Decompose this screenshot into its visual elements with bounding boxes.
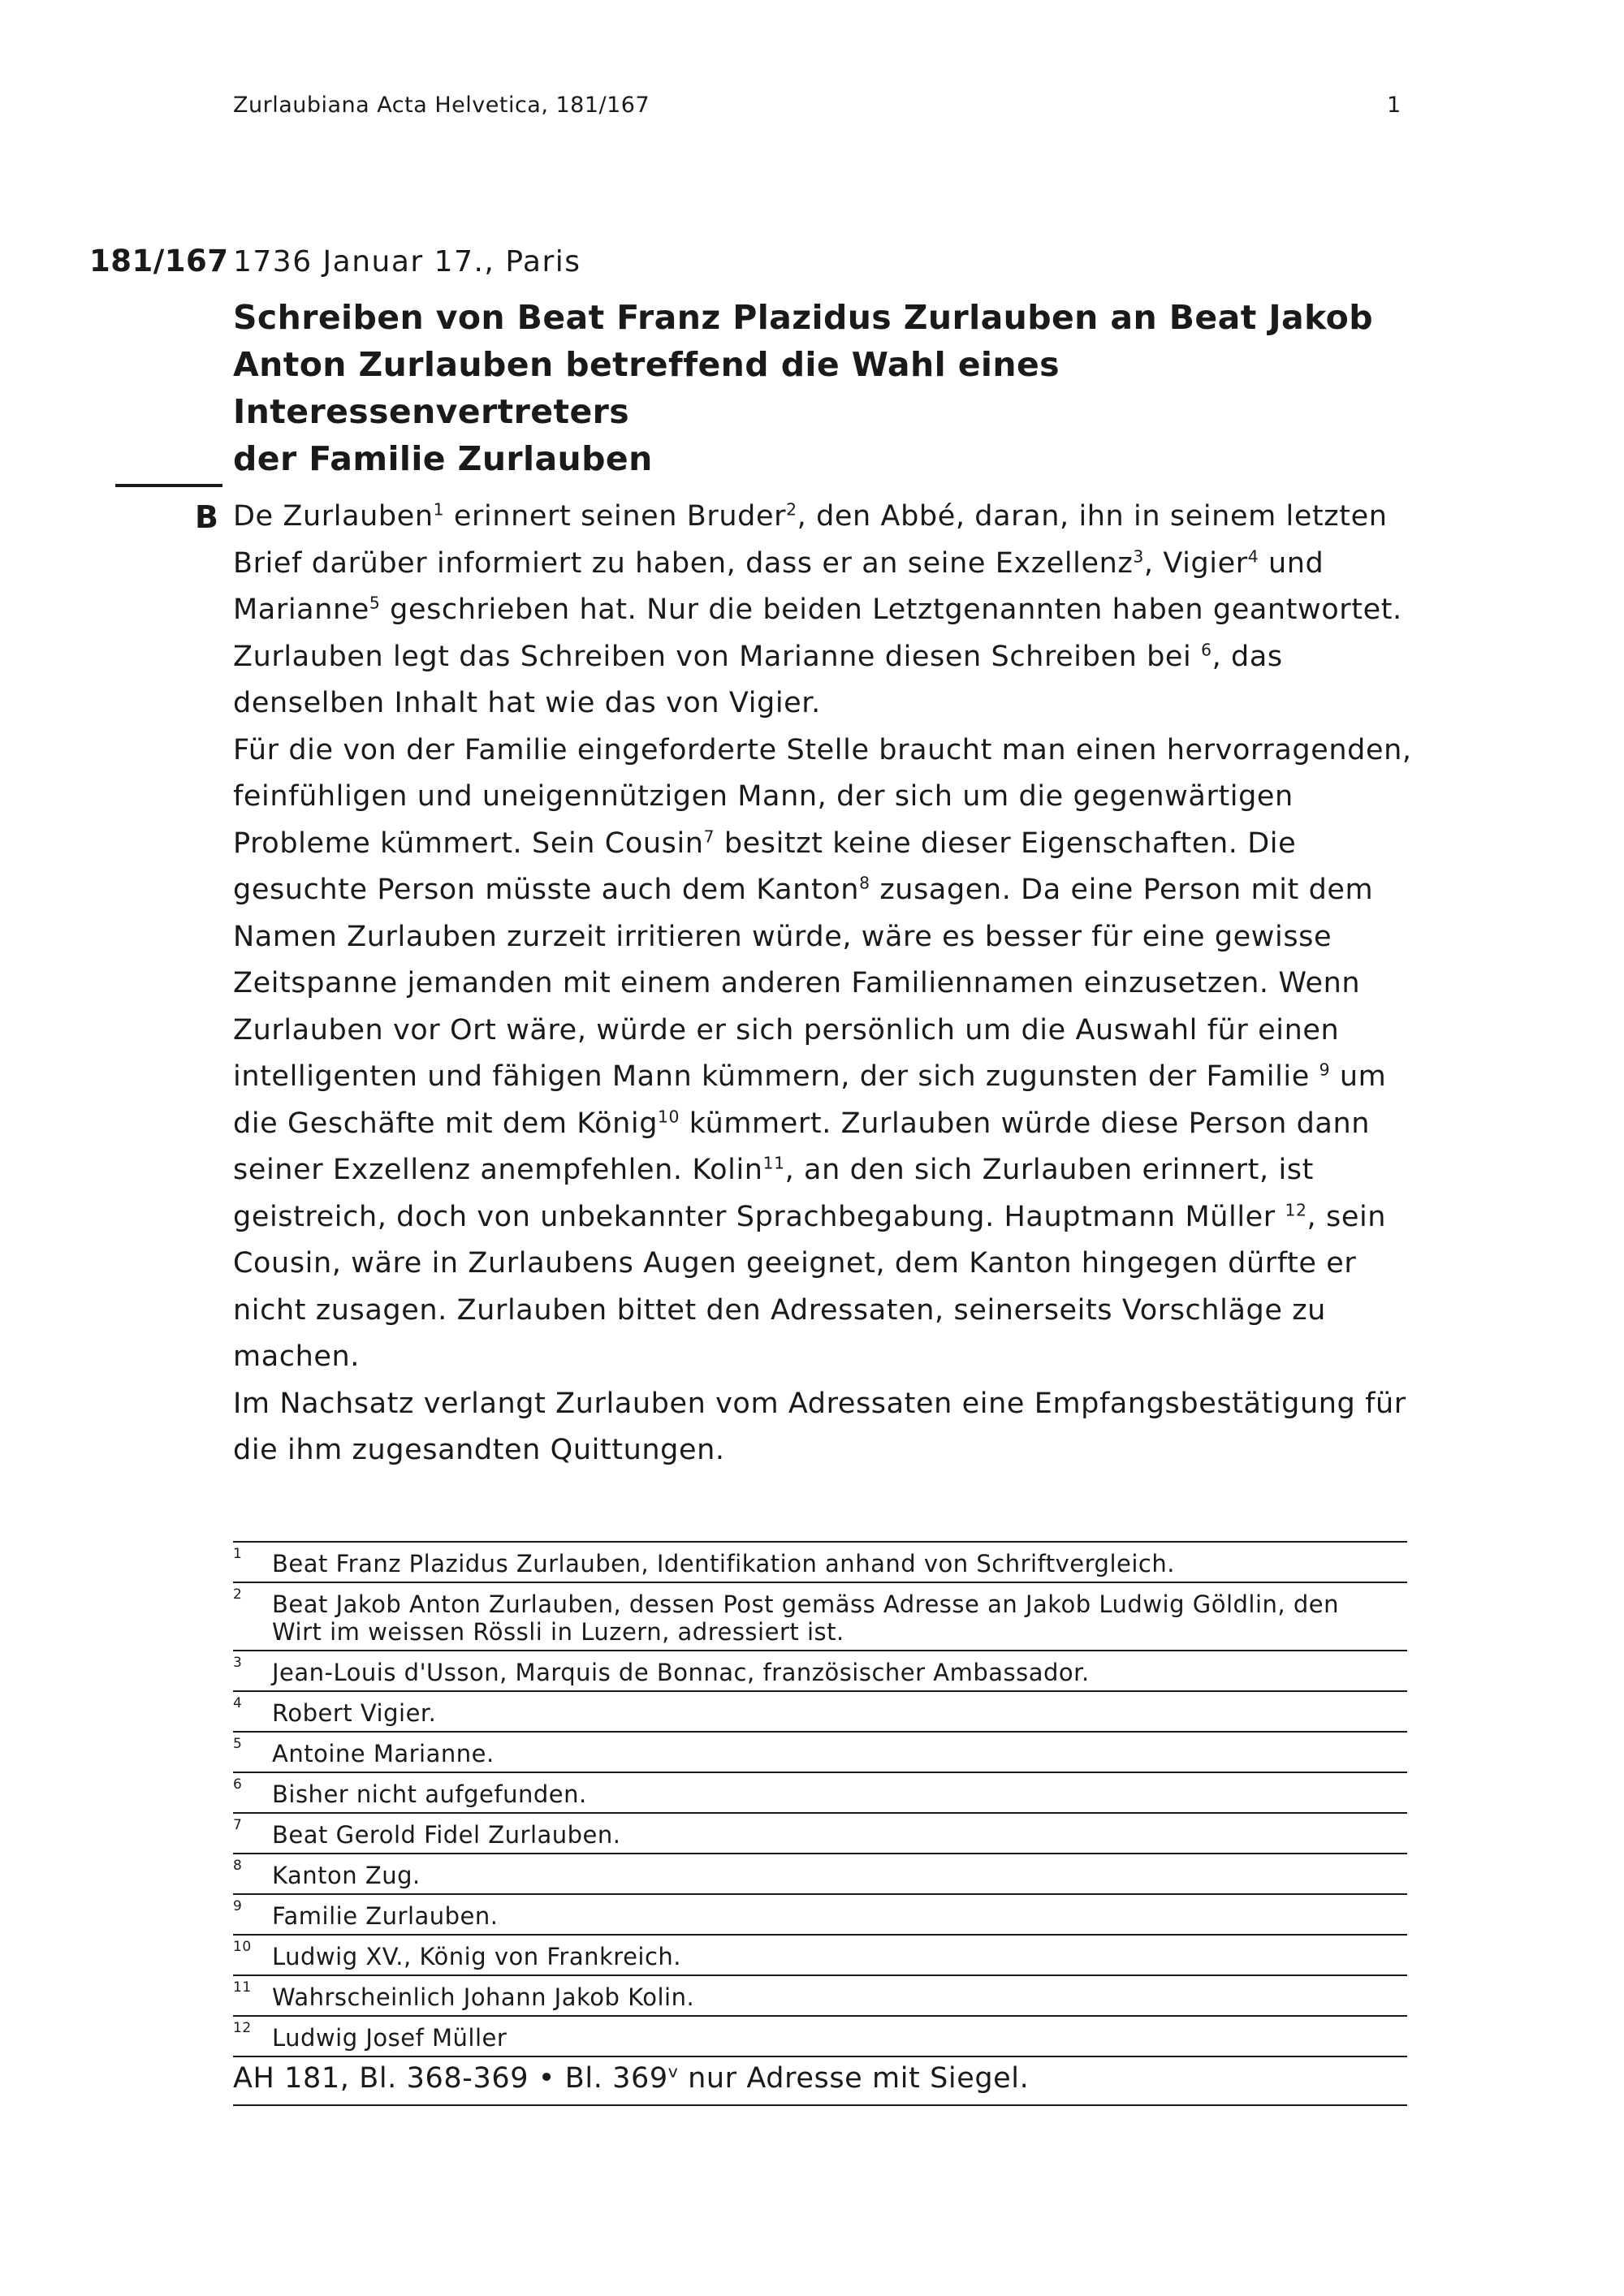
source-reference — [233, 2059, 1407, 2106]
summary-line — [233, 914, 1410, 961]
summary-text-segment: Brief darüber informiert zu haben, dass er an seine Exzellenz — [233, 546, 1134, 580]
footnote-ref: 2 — [786, 499, 797, 520]
summary-line — [233, 541, 1410, 588]
footnote-number: 9 — [233, 1898, 243, 1914]
summary-text-segment: Im Nachsatz verlangt Zurlauben vom Adressaten eine Empfangsbestätigung für — [233, 1387, 1406, 1420]
footnote — [233, 1773, 1407, 1814]
summary-text-segment: machen. — [233, 1340, 361, 1373]
footnote-text: Beat Jakob Anton Zurlauben, dessen Post gemäss Adresse an Jakob Ludwig Göldlin, den — [272, 1590, 1339, 1618]
summary-text-segment: , Vigier — [1143, 546, 1248, 580]
summary-text-segment: geistreich, doch von unbekannter Sprachbegabung. Hauptmann Müller — [233, 1200, 1285, 1233]
footnote-ref: 4 — [1247, 546, 1259, 566]
footnote-number: 7 — [233, 1817, 243, 1833]
source-text-end: nur Adresse mit Siegel. — [678, 2062, 1030, 2095]
source-text: AH 181, Bl. 368-369 • Bl. 369 — [233, 2062, 668, 2095]
summary-text-segment: die ihm zugesandten Quittungen. — [233, 1434, 725, 1466]
summary-text-segment: Namen Zurlauben zurzeit irritieren würde, wäre es besser für eine gewisse — [233, 920, 1332, 953]
footnote-text: Kanton Zug. — [272, 1862, 421, 1889]
footnote-number: 4 — [233, 1695, 243, 1711]
summary-text-segment: erinnert seinen Bruder — [444, 500, 787, 533]
text-marker: B — [195, 499, 218, 535]
footnote-number: 12 — [233, 2020, 252, 2036]
summary-text-segment: kümmert. Zurlauben würde diese Person dann — [680, 1107, 1371, 1140]
title-line: Schreiben von Beat Franz Plazidus Zurlauben an Beat Jakob — [233, 298, 1373, 337]
summary-line — [233, 727, 1410, 775]
summary-line — [233, 680, 1410, 727]
footnote — [233, 1936, 1407, 1976]
title-line: Anton Zurlauben betreffend die Wahl eines Interessenvertreters — [233, 345, 1060, 431]
footnote — [233, 1583, 1407, 1651]
summary-text-segment: Für die von der Familie eingeforderte Stelle braucht man einen hervorragenden, — [233, 733, 1412, 766]
footnote-text: Beat Gerold Fidel Zurlauben. — [272, 1821, 621, 1849]
summary-text-segment: De Zurlauben — [233, 500, 434, 533]
footnote — [233, 2017, 1407, 2057]
summary-line — [233, 1147, 1410, 1194]
footnote — [233, 1854, 1407, 1895]
summary-line — [233, 774, 1410, 821]
summary-text-segment: , den Abbé, daran, ihn in seinem letzten — [797, 500, 1388, 533]
summary-line — [233, 587, 1410, 634]
footnote-number: 2 — [233, 1586, 243, 1603]
summary-text-segment: Marianne — [233, 593, 369, 626]
summary-text-segment: zusagen. Da eine Person mit dem — [870, 874, 1374, 906]
footnote-ref: 5 — [369, 593, 381, 613]
summary-text-segment: gesuchte Person müsste auch dem Kanton — [233, 874, 860, 906]
footnote-number: 1 — [233, 1546, 243, 1562]
footnote-ref: 7 — [703, 826, 715, 846]
footnote-text: Bisher nicht aufgefunden. — [272, 1780, 587, 1808]
summary-text-segment: um — [1330, 1060, 1387, 1093]
running-title: Zurlaubiana Acta Helvetica, 181/167 — [233, 93, 650, 118]
summary-text-segment: seiner Exzellenz anempfehlen. Kolin — [233, 1154, 763, 1186]
summary-text-segment: , an den sich Zurlauben erinnert, ist — [784, 1154, 1314, 1186]
footnotes — [233, 1541, 1407, 2057]
summary-text-segment: nicht zusagen. Zurlauben bittet den Adressaten, seinerseits Vorschläge zu — [233, 1293, 1326, 1327]
summary-line — [233, 1334, 1410, 1381]
footnote-ref: 3 — [1133, 546, 1144, 566]
footnote — [233, 1976, 1407, 2017]
footnote-ref: 1 — [433, 499, 445, 520]
summary-line — [233, 821, 1410, 868]
footnote-text: Ludwig XV., König von Frankreich. — [272, 1943, 682, 1970]
document-date-place: 1736 Januar 17., Paris — [233, 245, 581, 278]
footnote — [233, 1733, 1407, 1773]
summary-text — [233, 494, 1410, 1474]
summary-text-segment: die Geschäfte mit dem König — [233, 1107, 659, 1140]
summary-line — [233, 867, 1410, 914]
summary-text-segment: und — [1259, 546, 1324, 580]
summary-text-segment: intelligenten und fähigen Mann kümmern, der sich zugunsten der Familie — [233, 1060, 1320, 1093]
footnote — [233, 1895, 1407, 1936]
footnote — [233, 1651, 1407, 1692]
summary-text-segment: geschrieben hat. Nur die beiden Letztgenannten haben geantwortet. — [380, 593, 1402, 626]
summary-line — [233, 1101, 1410, 1148]
title-line: der Familie Zurlauben — [233, 439, 653, 478]
summary-line — [233, 1288, 1410, 1335]
footnote-number: 11 — [233, 1979, 252, 1996]
footnote-text: Familie Zurlauben. — [272, 1902, 499, 1930]
footnote-number: 3 — [233, 1655, 243, 1671]
summary-line — [233, 1241, 1410, 1288]
footnote-number: 5 — [233, 1736, 243, 1752]
summary-text-segment: , sein — [1307, 1200, 1387, 1233]
summary-line — [233, 1427, 1410, 1474]
summary-text-segment: denselben Inhalt hat wie das von Vigier. — [233, 687, 821, 719]
footnote-text: Beat Franz Plazidus Zurlauben, Identifikation anhand von Schriftvergleich. — [272, 1550, 1175, 1577]
summary-line — [233, 1008, 1410, 1055]
summary-text-segment: , das — [1212, 640, 1283, 673]
summary-line — [233, 960, 1410, 1008]
summary-line — [233, 1054, 1410, 1101]
footnote-text: Ludwig Josef Müller — [272, 2024, 508, 2052]
summary-text-segment: Zurlauben legt das Schreiben von Marianne diesen Schreiben bei — [233, 640, 1202, 673]
footnote-text: Antoine Marianne. — [272, 1740, 495, 1767]
summary-line — [233, 1381, 1410, 1428]
summary-text-segment: Cousin, wäre in Zurlaubens Augen geeignet, dem Kanton hingegen dürfte er — [233, 1247, 1357, 1280]
footnote-text: Robert Vigier. — [272, 1699, 437, 1727]
footnote-number: 8 — [233, 1858, 243, 1874]
margin-rule — [115, 484, 222, 487]
summary-text-segment: Probleme kümmert. Sein Cousin — [233, 826, 704, 860]
footnote-ref: 8 — [859, 873, 870, 893]
page-number: 1 — [1387, 93, 1402, 118]
footnote — [233, 1543, 1407, 1583]
summary-text-segment: Zurlauben vor Ort wäre, würde er sich persönlich um die Auswahl für einen — [233, 1013, 1340, 1047]
summary-line — [233, 634, 1410, 681]
document-id: 181/167 — [89, 244, 229, 278]
footnote-ref: 12 — [1285, 1199, 1307, 1219]
summary-line — [233, 494, 1410, 541]
summary-text-segment: Zeitspanne jemanden mit einem anderen Familiennamen einzusetzen. Wenn — [233, 967, 1361, 999]
footnote-ref: 10 — [658, 1106, 680, 1126]
footnote-ref: 6 — [1201, 639, 1212, 659]
footnote-ref: 11 — [762, 1153, 785, 1173]
footnote-text: Wirt im weissen Rössli in Luzern, adressiert ist. — [272, 1618, 844, 1646]
summary-line — [233, 1194, 1410, 1241]
footnote-ref: 9 — [1319, 1060, 1331, 1080]
summary-text-segment: feinfühligen und uneigennützigen Mann, der sich um die gegenwärtigen — [233, 780, 1294, 813]
footnote — [233, 1814, 1407, 1854]
footnote-number: 6 — [233, 1776, 243, 1793]
source-superscript: v — [667, 2061, 679, 2082]
footnote-text: Wahrscheinlich Johann Jakob Kolin. — [272, 1983, 695, 2011]
footnote — [233, 1692, 1407, 1733]
footnote-number: 10 — [233, 1939, 252, 1955]
summary-text-segment: besitzt keine dieser Eigenschaften. Die — [715, 826, 1297, 860]
document-title — [233, 294, 1394, 482]
footnote-text: Jean-Louis d'Usson, Marquis de Bonnac, französischer Ambassador. — [272, 1659, 1090, 1686]
